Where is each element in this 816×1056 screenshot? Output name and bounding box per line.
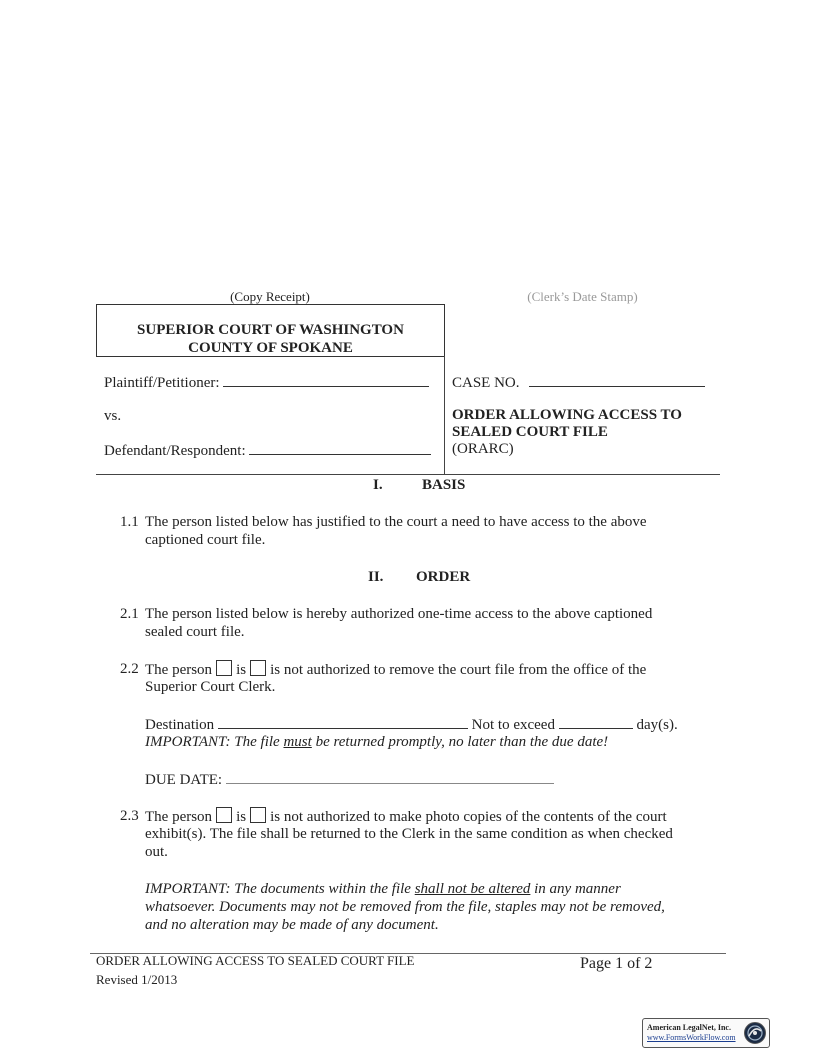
important-2-text-a: IMPORTANT: The documents within the file	[145, 881, 411, 897]
section2-title: ORDER	[416, 569, 471, 585]
important-1-must: must	[283, 734, 312, 750]
para-2-2-number: 2.2	[120, 661, 139, 677]
form-code: (ORARC)	[452, 441, 514, 457]
important-1-text-a: IMPORTANT: The file	[145, 734, 280, 750]
is-checkbox-copies[interactable]	[216, 807, 232, 823]
due-date-field[interactable]	[226, 770, 554, 784]
not-exceed-label: Not to exceed	[471, 717, 555, 733]
para-1-1-number: 1.1	[120, 514, 139, 530]
caption-bottom-rule	[96, 474, 720, 475]
case-no-label: CASE NO.	[452, 375, 520, 391]
destination-row	[145, 715, 678, 734]
is-not-checkbox-copies[interactable]	[250, 807, 266, 823]
para-2-1-number: 2.1	[120, 606, 139, 622]
is-checkbox-remove[interactable]	[216, 660, 232, 676]
important-notice-2-line3: and no alteration may be made of any document.	[145, 917, 439, 933]
logo-line2: www.FormsWorkFlow.com	[647, 1033, 736, 1042]
para-2-2-text-c: is not authorized to remove the court file from the office of the	[270, 662, 647, 678]
court-name-line2: COUNTY OF SPOKANE	[188, 340, 353, 356]
para-2-3-text-b: is	[236, 809, 247, 825]
para-2-3-line2: exhibit(s). The file shall be returned to the Clerk in the same condition as when checked	[145, 826, 673, 842]
days-label: day(s).	[636, 717, 678, 733]
para-2-2-text-a: The person	[145, 662, 213, 678]
para-2-1-line2: sealed court file.	[145, 624, 245, 640]
important-notice-2-line1	[145, 880, 621, 898]
plaintiff-row	[104, 373, 429, 392]
plaintiff-field[interactable]	[223, 373, 429, 387]
section1-title: BASIS	[422, 477, 466, 493]
is-not-checkbox-remove[interactable]	[250, 660, 266, 676]
important-notice-2-line2: whatsoever. Documents may not be removed from the file, staples may not be removed,	[145, 899, 665, 915]
destination-field[interactable]	[218, 715, 468, 729]
para-2-2-line2: Superior Court Clerk.	[145, 679, 276, 695]
para-2-2-text-b: is	[236, 662, 247, 678]
important-2-text-b: in any manner	[534, 881, 621, 897]
court-name-box	[96, 304, 445, 357]
para-2-3-line3: out.	[145, 844, 168, 860]
clerk-date-stamp-label: (Clerk’s Date Stamp)	[527, 289, 638, 304]
vs-label: vs.	[104, 408, 122, 424]
para-2-3-text-a: The person	[145, 809, 213, 825]
copy-receipt-label: (Copy Receipt)	[230, 289, 310, 304]
para-2-3-line1	[145, 807, 667, 826]
defendant-field[interactable]	[249, 441, 431, 455]
para-1-1-line2: captioned court file.	[145, 532, 266, 548]
due-date-label: DUE DATE:	[145, 772, 223, 788]
defendant-row	[104, 441, 431, 460]
case-no-row	[452, 373, 705, 392]
footer-title: ORDER ALLOWING ACCESS TO SEALED COURT FILE	[96, 953, 415, 968]
order-title-line2: SEALED COURT FILE	[452, 424, 608, 440]
caption-divider	[444, 356, 445, 474]
page-number: Page 1 of 2	[580, 955, 653, 972]
american-legalnet-logo[interactable]	[642, 1018, 770, 1048]
footer-revised: Revised 1/2013	[96, 972, 178, 987]
logo-emblem-icon	[743, 1021, 767, 1045]
para-2-3-text-c: is not authorized to make photo copies of the contents of the court	[270, 809, 667, 825]
important-2-underlined: shall not be altered	[414, 881, 531, 897]
days-field[interactable]	[559, 715, 633, 729]
logo-line1: American LegalNet, Inc.	[647, 1023, 731, 1032]
para-2-2-line1	[145, 660, 646, 679]
para-2-1-line1: The person listed below is hereby authorized one-time access to the above captioned	[145, 606, 653, 622]
important-notice-1	[145, 733, 608, 751]
section1-number: I.	[373, 477, 383, 493]
court-name-line1: SUPERIOR COURT OF WASHINGTON	[137, 322, 404, 338]
order-title-line1: ORDER ALLOWING ACCESS TO	[452, 407, 682, 423]
section2-number: II.	[368, 569, 384, 585]
para-1-1-line1: The person listed below has justified to the court a need to have access to the above	[145, 514, 647, 530]
defendant-label: Defendant/Respondent:	[104, 443, 246, 459]
important-1-text-b: be returned promptly, no later than the due date!	[315, 734, 609, 750]
destination-label: Destination	[145, 717, 215, 733]
para-2-3-number: 2.3	[120, 808, 139, 824]
plaintiff-label: Plaintiff/Petitioner:	[104, 375, 220, 391]
due-date-row	[145, 770, 554, 789]
case-no-field[interactable]	[529, 373, 705, 387]
